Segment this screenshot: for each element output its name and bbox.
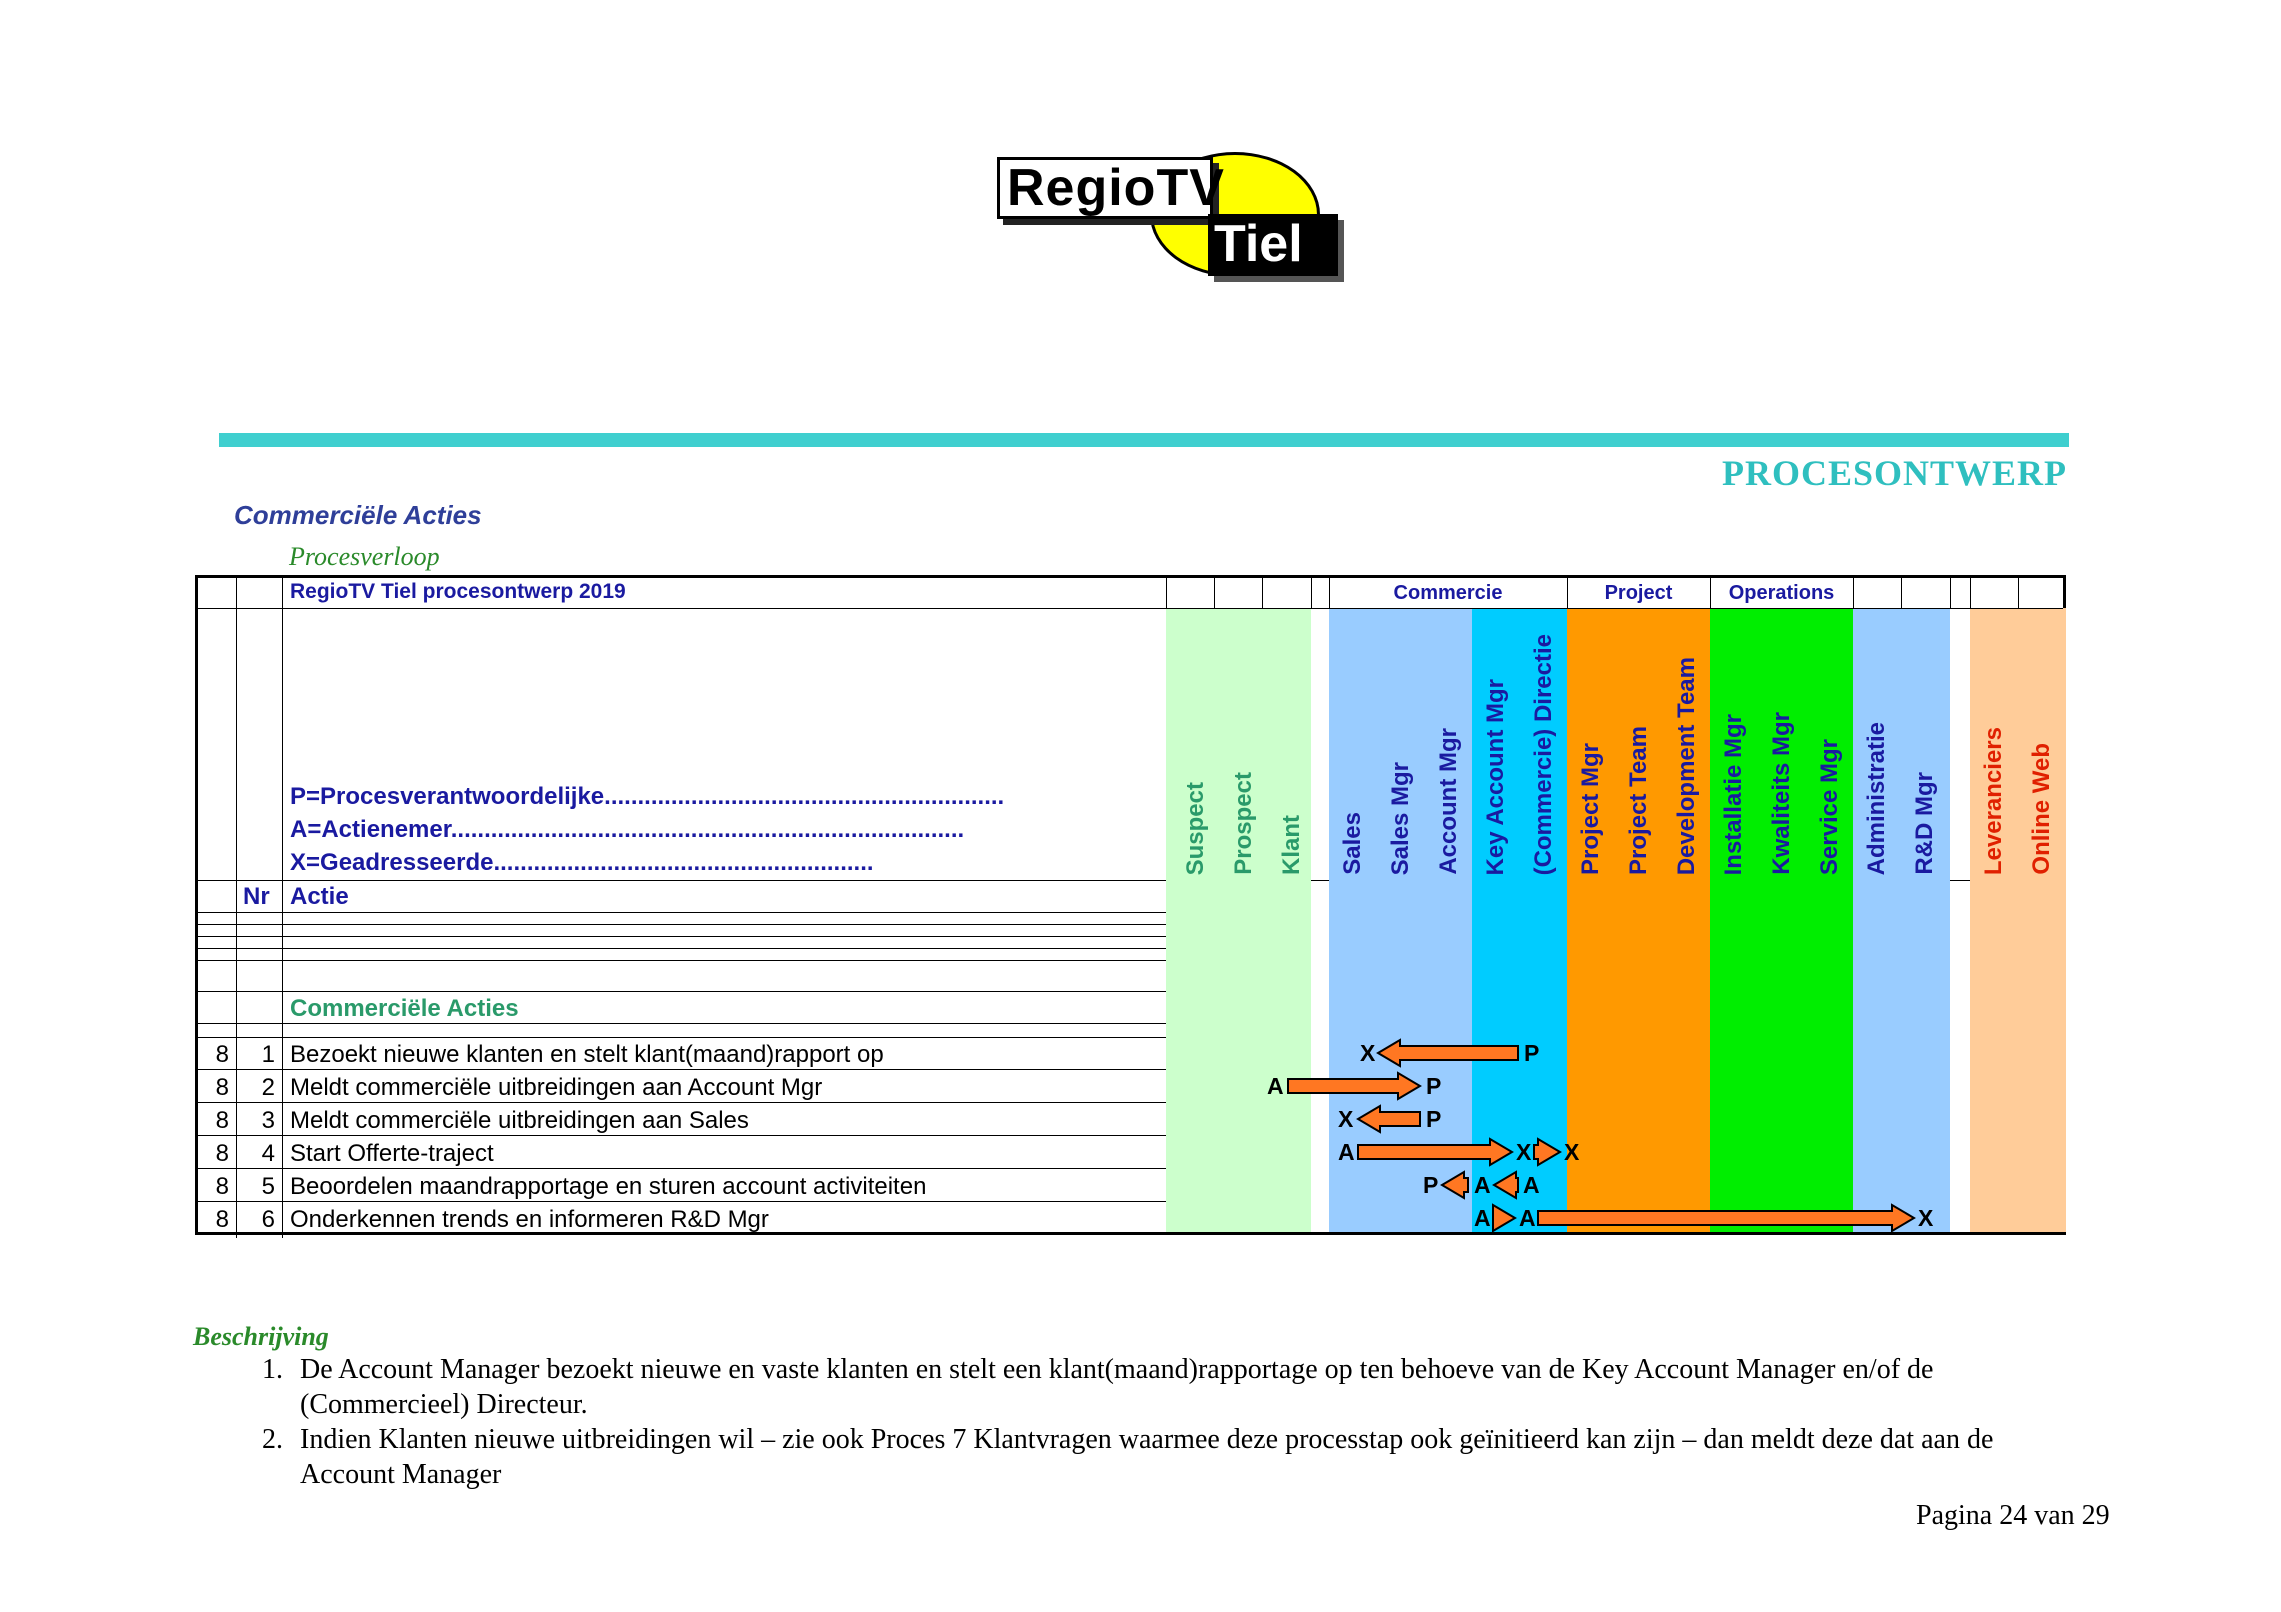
row-nr: 5 [261,1173,275,1200]
section-row-label: Commerciële Acties [290,995,519,1022]
role-label: Development Team [1673,656,1700,875]
role-label: Online Web [2028,743,2055,875]
raci-mark: A [1474,1172,1491,1198]
row-proc: 8 [215,1173,229,1200]
row-nr: 6 [261,1206,275,1233]
flow-arrow [1494,1172,1518,1198]
row-actie: Meldt commerciële uitbreidingen aan Sales [290,1107,749,1134]
flow-arrow [1378,1040,1518,1066]
flow-arrow [1493,1205,1515,1231]
role-label: Sales Mgr [1387,761,1414,875]
role-label: Sales [1339,812,1366,875]
row-nr: 4 [261,1140,275,1167]
raci-mark: P [1524,1040,1540,1066]
group-project: Project [1604,582,1673,604]
role-label: Suspect [1182,781,1209,875]
table-title: RegioTV Tiel procesontwerp 2019 [290,580,626,603]
page-number: Pagina 24 van 29 [1916,1500,2110,1531]
role-label: Project Mgr [1577,742,1604,875]
role-label: Administratie [1863,721,1890,875]
flow-arrow [1538,1205,1914,1231]
logo-text-regiotv: RegioTV [1007,159,1225,217]
role-label: Key Account Mgr [1482,678,1509,875]
process-table [195,575,2066,1235]
row-actie: Bezoekt nieuwe klanten en stelt klant(maand)rapport op [290,1041,884,1068]
flow-arrows [198,578,2066,1235]
beschrijving-list [240,1352,2090,1492]
role-label: Service Mgr [1816,738,1843,875]
procesverloop-label: Procesverloop [289,542,440,571]
row-actie: Beoordelen maandrapportage en sturen account activiteiten [290,1173,927,1200]
row-proc: 8 [215,1074,229,1101]
logo-text-tiel: Tiel [1214,215,1303,273]
raci-mark: A [1519,1205,1536,1231]
section-title: Commerciële Acties [234,500,482,530]
group-operations: Operations [1728,582,1835,604]
legend-x: X=Geadresseerde......................................................... [290,849,874,876]
beschrijving-label: Beschrijving [193,1322,329,1351]
row-nr: 2 [261,1074,275,1101]
row-actie: Onderkennen trends en informeren R&D Mgr [290,1206,769,1233]
col-header-nr: Nr [243,883,270,910]
role-label: Kwaliteits Mgr [1768,712,1795,875]
role-label: Project Team [1625,726,1652,875]
row-proc: 8 [215,1041,229,1068]
flow-arrow [1358,1139,1512,1165]
row-nr: 3 [261,1107,275,1134]
raci-mark: P [1426,1073,1442,1099]
flow-arrow [1288,1073,1420,1099]
raci-mark: X [1918,1205,1934,1231]
flow-arrow [1442,1172,1468,1198]
row-proc: 8 [215,1140,229,1167]
raci-mark: A [1338,1139,1355,1165]
role-label: R&D Mgr [1911,772,1938,875]
group-commercie: Commercie [1393,582,1503,604]
raci-mark: P [1423,1172,1439,1198]
role-label: Klant [1278,815,1305,875]
row-proc: 8 [215,1107,229,1134]
row-actie: Start Offerte-traject [290,1140,494,1167]
legend-p: P=Procesverantwoordelijke............................................................ [290,783,1005,810]
role-label: Prospect [1230,772,1257,875]
row-nr: 1 [261,1041,275,1068]
row-actie: Meldt commerciële uitbreidingen aan Account Mgr [290,1074,823,1101]
role-label: (Commercie) Directie [1530,633,1557,875]
raci-mark: X [1360,1040,1376,1066]
raci-mark: A [1523,1172,1540,1198]
raci-mark: X [1564,1139,1580,1165]
raci-mark: A [1267,1073,1284,1099]
raci-mark: X [1338,1106,1354,1132]
raci-mark: X [1516,1139,1532,1165]
flow-arrow [1534,1139,1560,1165]
col-header-actie: Actie [290,883,349,910]
raci-mark: P [1426,1106,1442,1132]
flow-arrow [1358,1106,1420,1132]
role-label: Leveranciers [1980,726,2007,875]
role-label: Account Mgr [1435,728,1462,875]
role-label: Installatie Mgr [1720,713,1747,875]
beschrijving-item: 2. Indien Klanten nieuwe uitbreidingen wil – zie ook Proces 7 Klantvragen waarmee deze processtap ook geïnitieerd kan zijn – dan meldt deze dat aan de Account Manager [290,1422,2090,1492]
header-rule [219,433,2069,447]
raci-mark: A [1474,1205,1491,1231]
page-heading: PROCESONTWERP [1721,453,2067,493]
beschrijving-item: 1. De Account Manager bezoekt nieuwe en vaste klanten en stelt een klant(maand)rapportage op ten behoeve van de Key Account Manager en/of de (Commercieel) Directeur. [290,1352,2090,1422]
row-proc: 8 [215,1206,229,1233]
legend-a: A=Actienemer............................................................................. [290,816,965,843]
